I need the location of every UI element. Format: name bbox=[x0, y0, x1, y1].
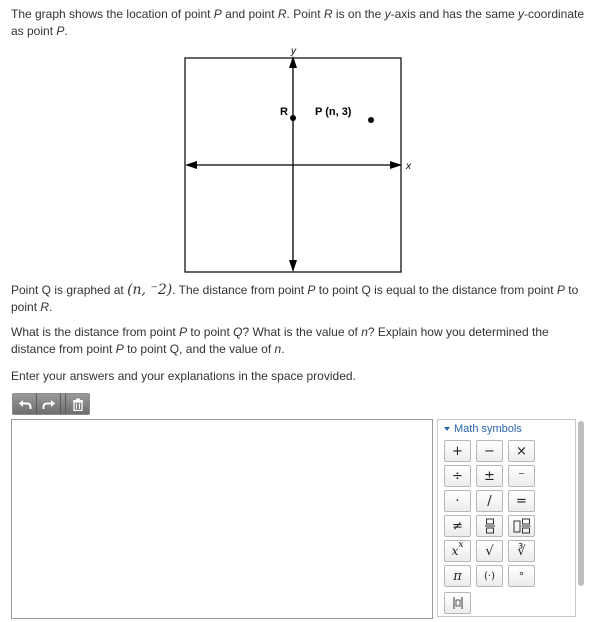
text: y bbox=[384, 7, 391, 21]
triangle-down-icon bbox=[444, 427, 450, 431]
y-axis-label: y bbox=[291, 46, 296, 57]
fraction-icon bbox=[484, 518, 496, 534]
text: P bbox=[115, 342, 124, 356]
editor-toolbar bbox=[12, 393, 90, 415]
trash-icon bbox=[72, 398, 84, 411]
absolute-value-button[interactable] bbox=[444, 592, 471, 614]
text: n bbox=[274, 342, 282, 356]
equals-button[interactable]: = bbox=[508, 490, 535, 512]
point-p bbox=[368, 117, 374, 123]
text: -coordinate as point bbox=[11, 7, 585, 38]
text: R bbox=[323, 7, 333, 21]
point-p-label: P (n, 3) bbox=[315, 106, 352, 118]
math-symbols-header: Math symbols bbox=[454, 423, 522, 435]
mixed-number-icon bbox=[513, 518, 531, 534]
parentheses-button[interactable]: (·) bbox=[476, 565, 503, 587]
fraction-button[interactable] bbox=[476, 515, 503, 537]
exponent-label: x bbox=[451, 544, 459, 558]
text: -axis and has the same bbox=[390, 7, 518, 21]
degree-button[interactable]: ° bbox=[508, 565, 535, 587]
palette-scrollbar[interactable] bbox=[578, 421, 584, 586]
question-paragraph bbox=[11, 324, 591, 358]
text: P bbox=[56, 24, 65, 38]
text: ? What is the value of bbox=[242, 325, 362, 339]
slash-button[interactable]: / bbox=[476, 490, 503, 512]
cube-root-button[interactable]: ∛ bbox=[508, 540, 535, 562]
sqrt-button[interactable]: √ bbox=[476, 540, 503, 562]
text: R bbox=[277, 7, 287, 21]
point-r-label: R bbox=[280, 106, 288, 118]
math-symbols-panel bbox=[437, 419, 576, 617]
text: to point bbox=[187, 325, 234, 339]
text: y bbox=[518, 7, 524, 21]
math-symbols-toggle[interactable] bbox=[444, 423, 522, 435]
text: P bbox=[556, 283, 565, 297]
dot-button[interactable]: · bbox=[444, 490, 471, 512]
delete-button[interactable] bbox=[65, 394, 89, 414]
text: P bbox=[213, 7, 222, 21]
text: is on the bbox=[332, 7, 385, 21]
exponent-sup: x bbox=[458, 540, 464, 550]
text: What is the distance from point bbox=[11, 325, 180, 339]
x-axis-label: x bbox=[406, 161, 411, 172]
text: and point bbox=[221, 7, 278, 21]
coordinate-graph bbox=[180, 44, 420, 276]
text: Point Q is graphed at bbox=[11, 283, 128, 297]
text: . Point bbox=[286, 7, 324, 21]
q-coordinate: (n, ⁻2) bbox=[127, 282, 173, 298]
divide-button[interactable]: ÷ bbox=[444, 465, 471, 487]
point-r bbox=[290, 115, 296, 121]
undo-button[interactable] bbox=[13, 394, 37, 414]
text: P bbox=[179, 325, 188, 339]
mixed-number-button[interactable] bbox=[508, 515, 535, 537]
text: . bbox=[64, 24, 68, 38]
negative-button[interactable]: ⁻ bbox=[508, 465, 535, 487]
redo-button[interactable] bbox=[37, 394, 61, 414]
text: The graph shows the location of point bbox=[11, 7, 214, 21]
text: P bbox=[307, 283, 316, 297]
text: R bbox=[40, 300, 50, 314]
answer-textarea[interactable] bbox=[11, 419, 433, 619]
text: to point bbox=[11, 283, 579, 314]
absolute-value-icon bbox=[452, 596, 464, 610]
text: ? Explain how you determined the distance from point bbox=[11, 325, 549, 356]
plus-button[interactable]: + bbox=[444, 440, 471, 462]
text: . The distance from point bbox=[172, 283, 308, 297]
instruction-text: Enter your answers and your explanations in the space provided. bbox=[11, 369, 356, 383]
text: n bbox=[361, 325, 368, 339]
redo-icon bbox=[42, 398, 56, 410]
text: . bbox=[281, 342, 285, 356]
pi-button[interactable]: π bbox=[444, 565, 471, 587]
text: Q bbox=[233, 325, 243, 339]
text: to point Q, and the value of bbox=[123, 342, 275, 356]
minus-button[interactable]: − bbox=[476, 440, 503, 462]
times-button[interactable]: × bbox=[508, 440, 535, 462]
q-paragraph bbox=[11, 282, 591, 316]
plus-minus-button[interactable]: ± bbox=[476, 465, 503, 487]
text: . bbox=[49, 300, 53, 314]
exponent-button[interactable] bbox=[444, 540, 471, 562]
text: to point Q is equal to the distance from point bbox=[315, 283, 557, 297]
not-equal-button[interactable]: ≠ bbox=[444, 515, 471, 537]
intro-paragraph bbox=[11, 6, 591, 40]
undo-icon bbox=[18, 398, 32, 410]
